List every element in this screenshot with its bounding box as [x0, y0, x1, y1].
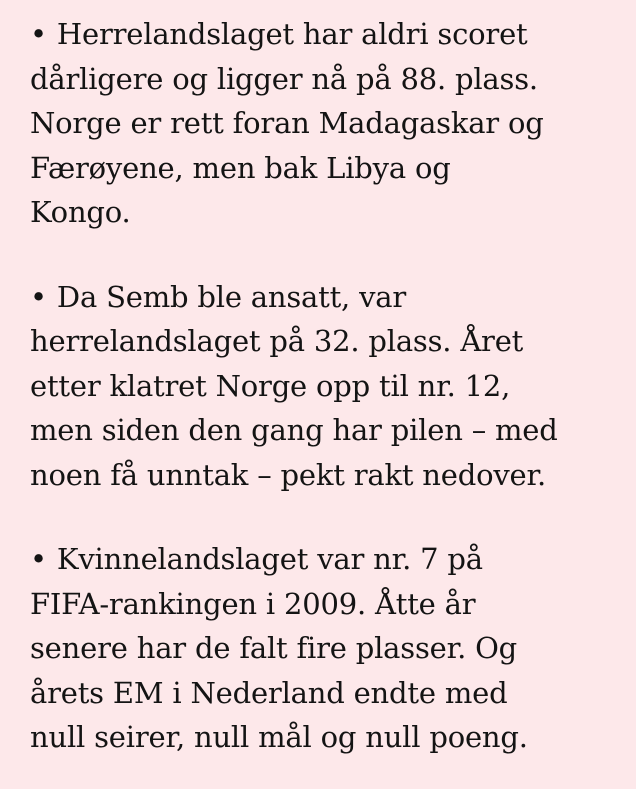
text-line: årets EM i Nederland endte med — [30, 675, 508, 710]
bullet-paragraph-1 — [30, 12, 630, 235]
bullet-icon: • — [30, 279, 47, 314]
text-line: • Herrelandslaget har aldri scoret — [30, 12, 630, 57]
bullet-paragraph-2 — [30, 275, 630, 498]
text-line: • Kvinnelandslaget var nr. 7 på — [30, 537, 630, 582]
article-bullet-list — [30, 12, 630, 760]
text-line: senere har de falt fire plasser. Og — [30, 631, 518, 665]
text-line: FIFA-rankingen i 2009. Åtte år — [30, 586, 476, 621]
text-line: null seirer, null mål og null poeng. — [30, 720, 528, 754]
text-line: herrelandslaget på 32. plass. Året — [30, 324, 524, 358]
text-line: noen få unntak – pekt rakt nedover. — [30, 457, 546, 492]
text-line: dårligere og ligger nå på 88. plass. — [30, 61, 538, 96]
text-line: Norge er rett foran Madagaskar og — [30, 106, 544, 140]
bullet-paragraph-3 — [30, 537, 630, 760]
text-line: etter klatret Norge opp til nr. 12, — [30, 368, 511, 403]
text-line: Kongo. — [30, 195, 131, 229]
text-line: • Da Semb ble ansatt, var — [30, 275, 630, 320]
bullet-icon: • — [30, 542, 47, 576]
bullet-icon: • — [30, 17, 47, 51]
text-line: Færøyene, men bak Libya og — [30, 150, 451, 185]
text-line: men siden den gang har pilen – med — [30, 413, 558, 447]
